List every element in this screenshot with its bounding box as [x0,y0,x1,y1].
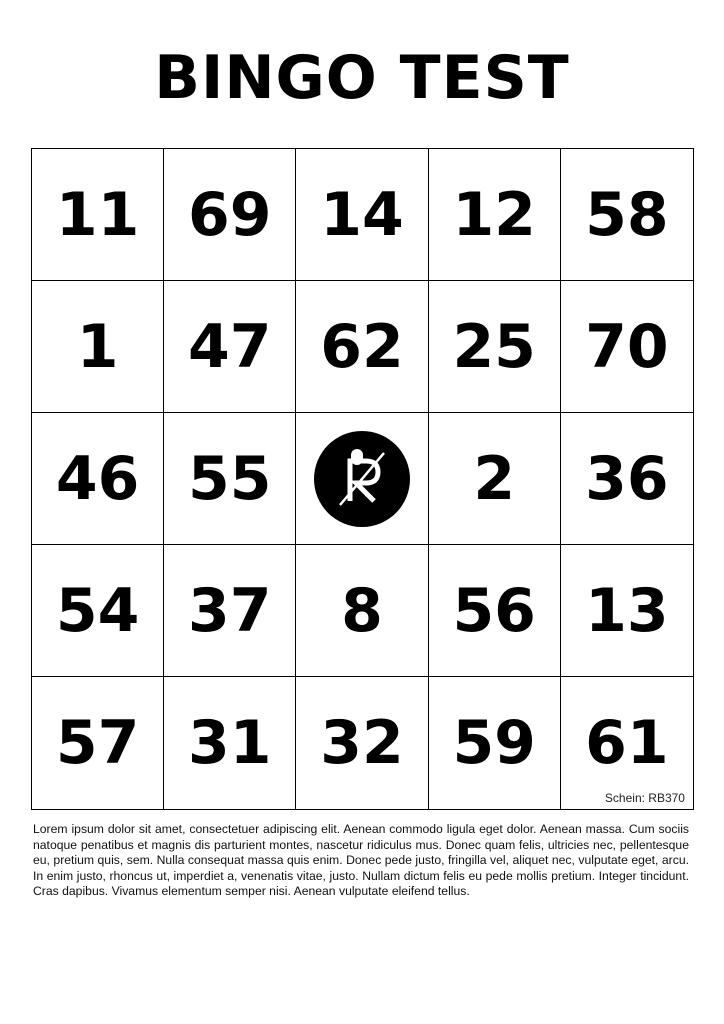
bingo-cell: 62 [296,281,428,413]
bingo-cell-number: 61 [585,708,669,778]
bingo-cell: 57 [32,677,164,809]
bingo-cell: 25 [429,281,561,413]
bingo-cell-last [561,677,693,809]
bingo-cell: 31 [164,677,296,809]
page-title: BINGO TEST [154,43,570,113]
bingo-cell: 37 [164,545,296,677]
bingo-cell: 46 [32,413,164,545]
bingo-free-space [296,413,428,545]
bingo-cell: 11 [32,149,164,281]
bingo-cell: 59 [429,677,561,809]
bingo-cell: 70 [561,281,693,413]
bingo-cell: 12 [429,149,561,281]
bingo-cell: 69 [164,149,296,281]
bingo-cell: 32 [296,677,428,809]
crossed-out-r-logo-icon [314,431,410,527]
bingo-cell: 13 [561,545,693,677]
bingo-cell: 14 [296,149,428,281]
bingo-cell: 55 [164,413,296,545]
bingo-cell: 36 [561,413,693,545]
bingo-cell: 47 [164,281,296,413]
bingo-cell: 58 [561,149,693,281]
bingo-cell: 56 [429,545,561,677]
bingo-cell: 1 [32,281,164,413]
ticket-id: Schein: RB370 [604,791,685,805]
bingo-grid [31,148,694,810]
bingo-cell: 54 [32,545,164,677]
bingo-cell: 8 [296,545,428,677]
bingo-cell: 2 [429,413,561,545]
body-text: Lorem ipsum dolor sit amet, consectetuer adipiscing elit. Aenean commodo ligula eget dolor. Aenean massa. Cum sociis natoque penatibus et magnis dis parturient montes, nascetur ridiculus mus. Donec quam felis, ultricies nec, pellentesque eu, pretium quis, sem. Nulla consequat massa quis enim. Donec pede justo, fringilla vel, aliquet nec, vulputate eget, arcu. In enim justo, rhoncus ut, imperdiet a, venenatis vitae, justo. Nullam dictum felis eu pede mollis pretium. Integer tincidunt. Cras dapibus. Vivamus elementum semper nisi. Aenean vulputate eleifend tellus. [33,822,689,898]
